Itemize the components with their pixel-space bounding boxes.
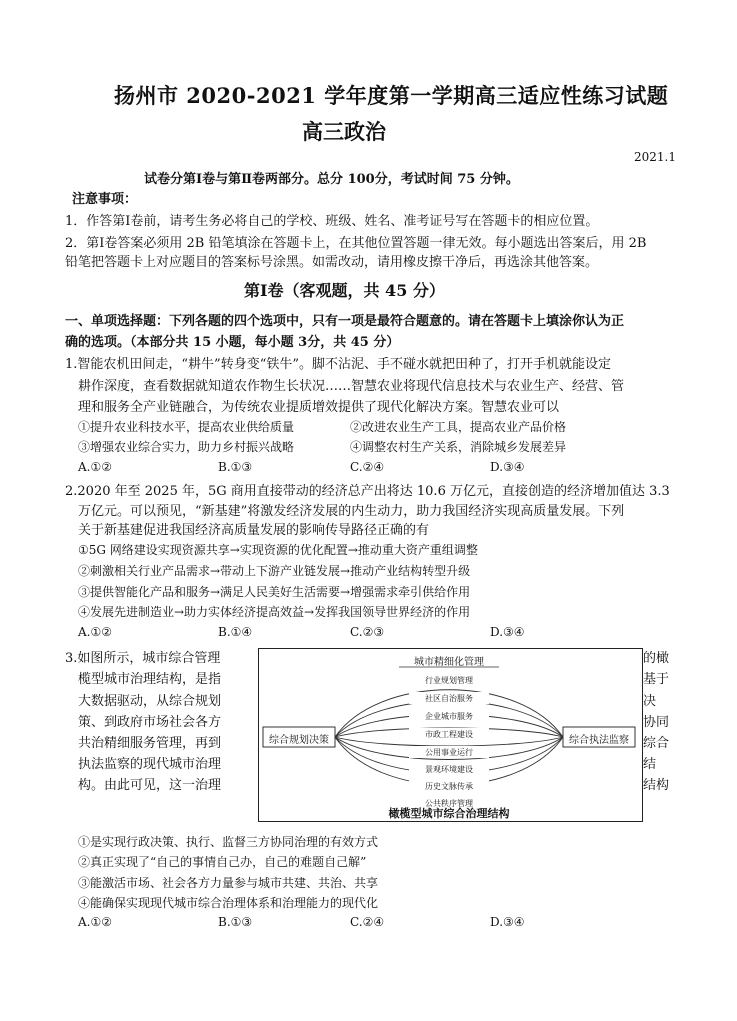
- q3-stem-right-5: 综合: [643, 736, 670, 751]
- q3-statement-4: ④能确保实现现代城市综合治理体系和治理能力的现代化: [78, 896, 379, 910]
- q2-option-c: C.②③: [350, 625, 385, 639]
- exam-date: 2021.1: [634, 150, 676, 164]
- q1-option-c: C.②④: [350, 460, 385, 474]
- q3-option-b: B.①③: [218, 915, 253, 929]
- q3-stem-left-7: 构。由此可见，这一治理: [78, 778, 222, 793]
- q3-stem-left-5: 共治精细服务管理，再到: [78, 736, 222, 751]
- figure-item: 历史文脉传承: [425, 782, 473, 791]
- q3-option-a: A.①②: [78, 915, 112, 929]
- q2-statement-4: ④发展先进制造业→助力实体经济提高效益→发挥我国领导世界经济的作用: [78, 605, 471, 619]
- q2-stem-line-3: 关于新基建促进我国经济高质量发展的影响传导路径正确的有: [78, 523, 430, 538]
- figure-item: 公用事业运行: [425, 748, 473, 757]
- q3-stem-right-2: 基于: [643, 672, 670, 687]
- q3-stem-right-4: 协同: [643, 715, 670, 730]
- q1-option-a: A.①②: [78, 460, 112, 474]
- q3-statement-2: ②真正实现了“自己的事情自己办，自己的难题自己解”: [78, 855, 367, 869]
- figure-right-box: 综合执法监察: [569, 735, 629, 746]
- figure-left-box: 综合规划决策: [269, 735, 329, 746]
- q1-stem-line-2: 耕作深度，查看数据就知道农作物生长状况……智慧农业将现代信息技术与农业生产、经营、管: [78, 379, 625, 394]
- section-instructions-line-2: 确的选项。（本部分共 15 小题，每小题 3分，共 45 分）: [65, 335, 400, 350]
- q1-statement-4: ④调整农村生产关系，消除城乡发展差异: [350, 440, 567, 454]
- figure-top-label: 城市精细化管理: [414, 657, 484, 668]
- figure-item: 景观环境建设: [425, 765, 473, 774]
- q1-statement-2: ②改进农业生产工具，提高农业产品价格: [350, 420, 567, 434]
- q2-option-b: B.①④: [218, 625, 253, 639]
- notice-item-2-line-1: 2．第Ⅰ卷答案必须用 2B 铅笔填涂在答题卡上，在其他位置答题一律无效。每小题选出答案后，用 2B: [65, 236, 647, 251]
- q3-stem-left-6: 执法监察的现代城市治理: [78, 757, 222, 772]
- figure-item: 企业城市服务: [425, 712, 473, 721]
- q2-stem-line-1: 2.2020 年至 2025 年，5G 商用直接带动的经济总产出将达 10.6 万亿元，直接创造的经济增加值达 3.3: [65, 484, 670, 499]
- q3-stem-right-6: 结: [643, 757, 657, 772]
- figure-item: 行业规划管理: [425, 676, 473, 685]
- q3-statement-1: ①是实现行政决策、执行、监督三方协同治理的有效方式: [78, 835, 379, 849]
- exam-note: 试卷分第Ⅰ卷与第Ⅱ卷两部分。总分 100分，考试时间 75 分钟。: [144, 172, 519, 187]
- q3-statement-3: ③能激活市场、社会各方力量参与城市共建、共治、共享: [78, 876, 379, 890]
- figure-item: 市政工程建设: [425, 730, 473, 739]
- notice-item-2-line-2: 铅笔把答题卡上对应题目的答案标号涂黑。如需改动，请用橡皮擦干净后，再选涂其他答案。: [65, 255, 599, 270]
- figure-caption: 橄榄型城市综合治理结构: [388, 807, 510, 820]
- page-subtitle: 高三政治: [302, 119, 386, 144]
- q3-stem-right-7: 结构: [643, 778, 670, 793]
- q3-stem-left-4: 策、到政府市场社会各方: [78, 715, 222, 730]
- q2-stem-line-2: 万亿元。可以预见，“新基建”将激发经济发展的内生动力，助力我国经济实现高质量发展。下列: [78, 504, 625, 519]
- q2-option-d: D.③④: [490, 625, 525, 639]
- q3-option-d: D.③④: [490, 915, 525, 929]
- q3-stem-right-1: 的橄: [643, 651, 670, 666]
- olive-governance-figure: [258, 648, 643, 822]
- q1-option-d: D.③④: [490, 460, 525, 474]
- q3-stem-left-3: 大数据驱动，从综合规划: [78, 694, 222, 709]
- figure-item: 社区自治服务: [425, 694, 473, 703]
- q3-option-c: C.②④: [350, 915, 385, 929]
- q3-stem-right-3: 决: [643, 694, 657, 709]
- q3-stem-left-1: 3.如图所示，城市综合管理: [65, 651, 221, 666]
- q1-stem-line-3: 理和服务全产业链融合，为传统农业提质增效提供了现代化解决方案。智慧农业可以: [78, 400, 560, 415]
- notice-heading: 注意事项：: [72, 192, 138, 207]
- q1-option-b: B.①③: [218, 460, 253, 474]
- spoke-curve: [335, 737, 563, 785]
- section-instructions-line-1: 一、单项选择题：下列各题的四个选项中，只有一项是最符合题意的。请在答题卡上填涂你认为正: [65, 314, 625, 329]
- q2-statement-1: ①5G 网络建设实现资源共享→实现资源的优化配置→推动重大资产重组调整: [78, 543, 478, 557]
- q2-statement-3: ③提供智能化产品和服务→满足人民美好生活需要→增强需求牵引供给作用: [78, 585, 471, 599]
- q1-statement-1: ①提升农业科技水平，提高农业供给质量: [78, 420, 295, 434]
- page-title: 扬州市 2020-2021 学年度第一学期高三适应性练习试题: [114, 83, 669, 108]
- q2-option-a: A.①②: [78, 625, 112, 639]
- notice-item-1: 1．作答第Ⅰ卷前，请考生务必将自己的学校、班级、姓名、准考证号写在答题卡的相应位置。: [65, 214, 599, 229]
- section-title: 第Ⅰ卷（客观题，共 45 分）: [244, 281, 445, 300]
- q1-statement-3: ③增强农业综合实力，助力乡村振兴战略: [78, 440, 295, 454]
- q1-stem-line-1: 1.智能农机田间走，“耕牛”转身变“铁牛”。脚不沾泥、手不碰水就把田种了，打开手机就能设定: [65, 357, 611, 372]
- q3-stem-left-2: 榄型城市治理结构，是指: [78, 672, 222, 687]
- q2-statement-2: ②刺激相关行业产品需求→带动上下游产业链发展→推动产业结构转型升级: [78, 564, 471, 578]
- figure-item: 公共秩序管理: [425, 799, 473, 808]
